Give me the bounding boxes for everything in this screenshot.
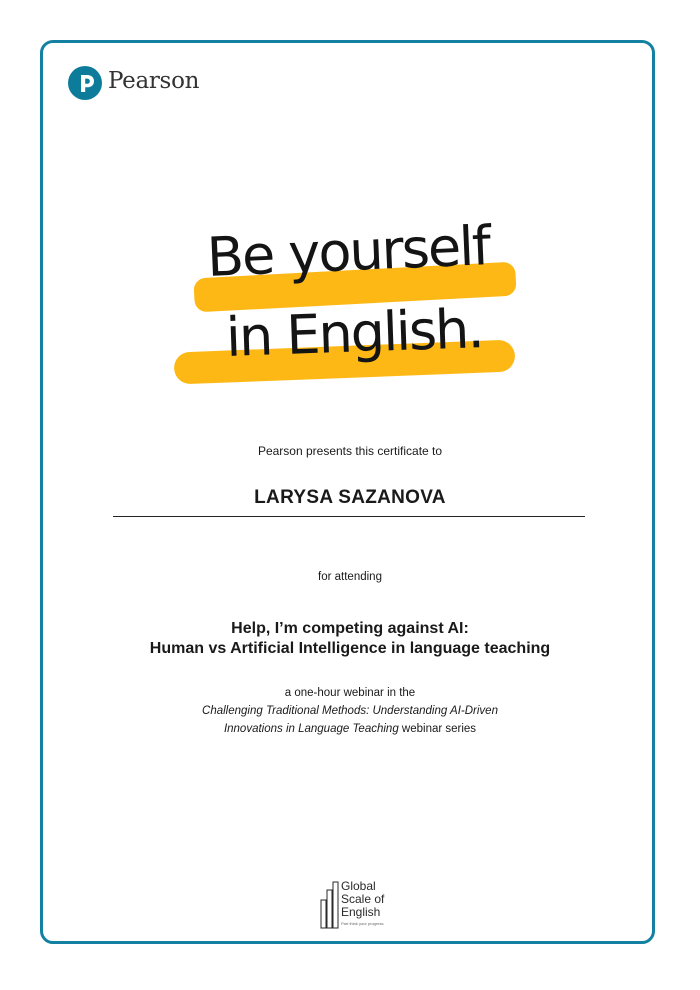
webinar-intro: a one-hour webinar in the bbox=[284, 687, 416, 699]
gse-line-2: Scale of bbox=[341, 892, 385, 906]
series-name-line-1: Challenging Traditional Methods: Understanding AI-Driven bbox=[202, 705, 498, 717]
name-underline bbox=[113, 516, 585, 517]
gse-tagline: Part think your progress bbox=[341, 921, 384, 926]
webinar-title-line-1: Help, I’m competing against AI: bbox=[231, 620, 469, 637]
gse-line-3: English bbox=[341, 905, 381, 919]
recipient-name: LARYSA SAZANOVA bbox=[254, 487, 446, 508]
series-name-italic: Innovations in Language Teaching bbox=[223, 723, 399, 735]
presents-text: Pearson presents this certificate to bbox=[257, 444, 443, 458]
series-suffix: webinar series bbox=[398, 723, 477, 735]
webinar-title-line-2: Human vs Artificial Intelligence in language teaching bbox=[149, 640, 551, 657]
series-name-line-2 bbox=[0, 723, 700, 735]
gse-logo bbox=[319, 880, 399, 932]
gse-line-1: Global bbox=[341, 879, 376, 893]
pearson-p-icon bbox=[68, 66, 102, 100]
gse-wordmark bbox=[341, 880, 384, 919]
slogan-line-1: Be yourself bbox=[205, 214, 491, 289]
slogan-line-2: in English. bbox=[224, 297, 484, 369]
for-attending-text: for attending bbox=[318, 571, 382, 583]
pearson-wordmark: Pearson bbox=[108, 68, 200, 94]
gse-bars-icon bbox=[319, 880, 341, 930]
